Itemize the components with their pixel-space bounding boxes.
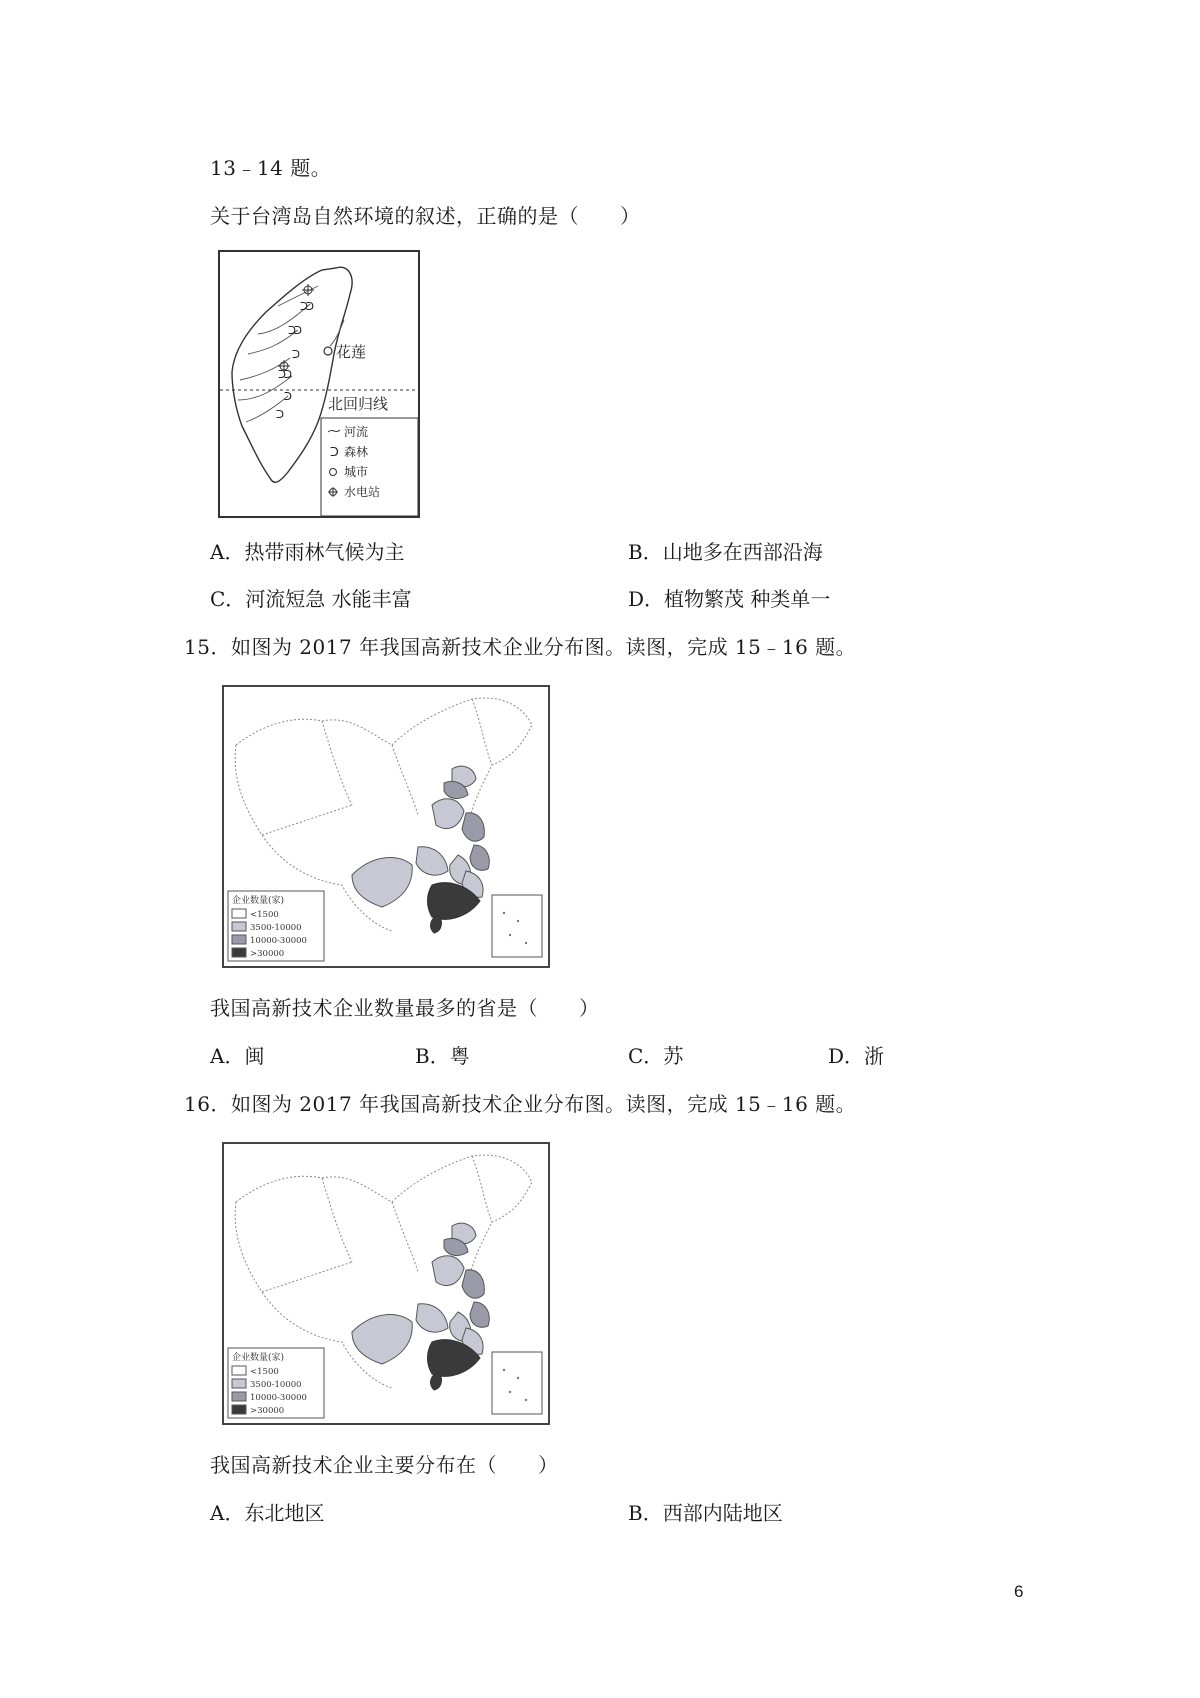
legend-swatch-3 [232, 1405, 246, 1414]
legend-city: 城市 [344, 465, 369, 479]
q15-option-d: D．浙 [828, 1044, 885, 1068]
svg-text:ᑐ: ᑐ [278, 368, 287, 381]
legend-class-3: >30000 [250, 949, 285, 959]
legend-river: 河流 [344, 425, 369, 439]
q15-option-c: C．苏 [628, 1044, 684, 1068]
legend-class-0: <1500 [250, 1367, 279, 1377]
svg-text:ᑐ: ᑐ [306, 300, 315, 313]
legend-class-2: 10000-30000 [250, 936, 307, 946]
svg-text:ᑐ: ᑐ [300, 300, 309, 313]
svg-text:ᑐ: ᑐ [288, 324, 297, 337]
q16-stem: 16．如图为 2017 年我国高新技术企业分布图。读图，完成 15﹣16 题。 [184, 1092, 857, 1116]
city-label-hualien: 花莲 [336, 343, 367, 361]
q15-option-a: A．闽 [210, 1044, 265, 1068]
svg-text:ᑐ: ᑐ [284, 390, 293, 403]
tropic-label: 北回归线 [328, 395, 389, 413]
legend-swatch-0 [232, 1366, 246, 1375]
q16-option-a: A．东北地区 [210, 1501, 325, 1525]
legend-swatch-1 [232, 1379, 246, 1388]
legend-class-2: 10000-30000 [250, 1393, 307, 1403]
china-map-q15 [222, 685, 552, 970]
legend-swatch-0 [232, 909, 246, 918]
legend-class-0: <1500 [250, 910, 279, 920]
legend-class-1: 3500-10000 [250, 923, 302, 933]
legend-hydro: 水电站 [344, 485, 381, 499]
q13-option-a: A．热带雨林气候为主 [210, 540, 405, 564]
svg-text:ᑐ: ᑐ [330, 445, 339, 459]
china-map-q16 [222, 1142, 552, 1427]
legend-title: 企业数量(家) [232, 1353, 285, 1363]
legend-forest: 森林 [344, 445, 369, 459]
page-number: 6 [1014, 1582, 1024, 1601]
svg-text:ᑐ: ᑐ [292, 348, 301, 361]
q15-stem: 15．如图为 2017 年我国高新技术企业分布图。读图，完成 15﹣16 题。 [184, 635, 857, 659]
q15-question: 我国高新技术企业数量最多的省是（ ） [210, 996, 600, 1020]
legend-swatch-3 [232, 948, 246, 957]
taiwan-map [218, 250, 420, 518]
legend-swatch-2 [232, 1392, 246, 1401]
legend-title: 企业数量(家) [232, 896, 285, 906]
q13-option-b: B．山地多在西部沿海 [628, 540, 823, 564]
legend-class-1: 3500-10000 [250, 1380, 302, 1390]
svg-text:ᑐ: ᑐ [284, 368, 293, 381]
legend-swatch-2 [232, 935, 246, 944]
q13-question: 关于台湾岛自然环境的叙述，正确的是（ ） [210, 204, 641, 228]
q13-option-c: C．河流短急 水能丰富 [210, 587, 412, 611]
q15-option-b: B．粤 [415, 1044, 470, 1068]
svg-text:ᑐ: ᑐ [294, 324, 303, 337]
q13-option-d: D．植物繁茂 种类单一 [628, 587, 831, 611]
q16-option-b: B．西部内陆地区 [628, 1501, 783, 1525]
q13-stem: 13﹣14 题。 [210, 156, 332, 180]
legend-class-3: >30000 [250, 1406, 285, 1416]
q16-question: 我国高新技术企业主要分布在（ ） [210, 1453, 559, 1477]
svg-text:ᑐ: ᑐ [276, 408, 285, 421]
legend-swatch-1 [232, 922, 246, 931]
